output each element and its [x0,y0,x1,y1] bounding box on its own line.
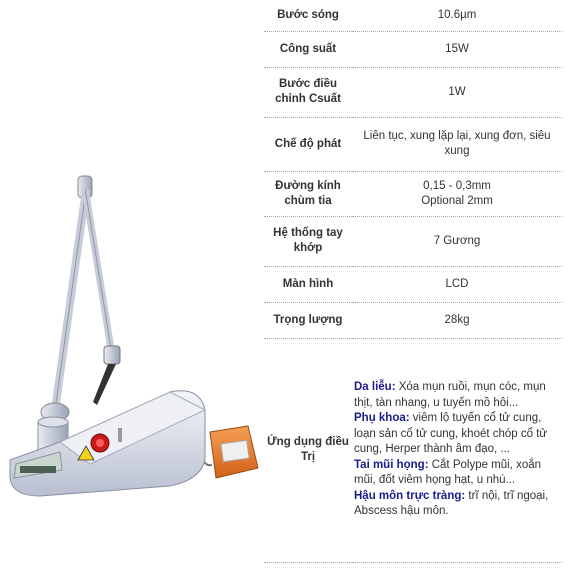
spec-row [264,67,562,117]
spec-row [264,266,562,302]
spec-value [352,171,562,216]
laser-device-image [0,160,262,500]
application-title: Hậu môn trực tràng: [354,489,466,502]
application-title: Phụ khoa: [354,412,410,425]
applications-label: Ứng dụng điều Trị [264,338,352,562]
spec-row-applications [264,338,562,562]
spec-row [264,171,562,216]
applications-list [352,338,562,562]
application-item [354,411,560,458]
spec-label: Công suất [264,31,352,67]
spec-label: Bước sóng [264,0,352,31]
spec-value: 28kg [352,302,562,338]
spec-value: 15W [352,31,562,67]
application-title: Tai mũi họng: [354,458,429,471]
application-item [354,489,560,520]
spec-value: 7 Gương [352,216,562,266]
spec-value: LCD [352,266,562,302]
spec-table [264,0,562,563]
spec-label: Bước điều chỉnh Csuất [264,67,352,117]
spec-value: Liên tục, xung lặp lại, xung đơn, siêu xung [352,117,562,171]
spec-value-line: 0,15 - 0,3mm [423,179,491,192]
application-title: Da liễu: [354,381,396,394]
spec-label: Trọng lượng [264,302,352,338]
application-item [354,458,560,489]
spec-row [264,117,562,171]
spec-value: 10.6µm [352,0,562,31]
spec-value: 1W [352,67,562,117]
spec-label: Hệ thống tay khớp [264,216,352,266]
spec-label: Đường kính chùm tia [264,171,352,216]
application-text: Xóa mụn ruồi, mụn cóc, mụn thịt, tàn nhang, u tuyến mồ hôi... [354,381,546,409]
spec-row [264,302,562,338]
spec-label: Chế độ phát [264,117,352,171]
application-text: viêm lộ tuyến cổ tử cung, loạn sản cổ tử cung, khoét chóp cổ tử cung, Herper thành âm đạo, ... [354,412,548,456]
spec-row [264,0,562,31]
spec-row [264,216,562,266]
spec-label: Màn hình [264,266,352,302]
application-text: trĩ nội, trĩ ngoại, Abscess hậu môn. [354,489,549,518]
application-text: Cắt Polype mũi, xoắn mũi, đốt viêm họng hạt, u nhú... [354,458,542,487]
spec-row [264,31,562,67]
co2-laser-machine-illustration [0,160,262,500]
application-item [354,380,560,411]
spec-value-line: Optional 2mm [421,194,493,207]
